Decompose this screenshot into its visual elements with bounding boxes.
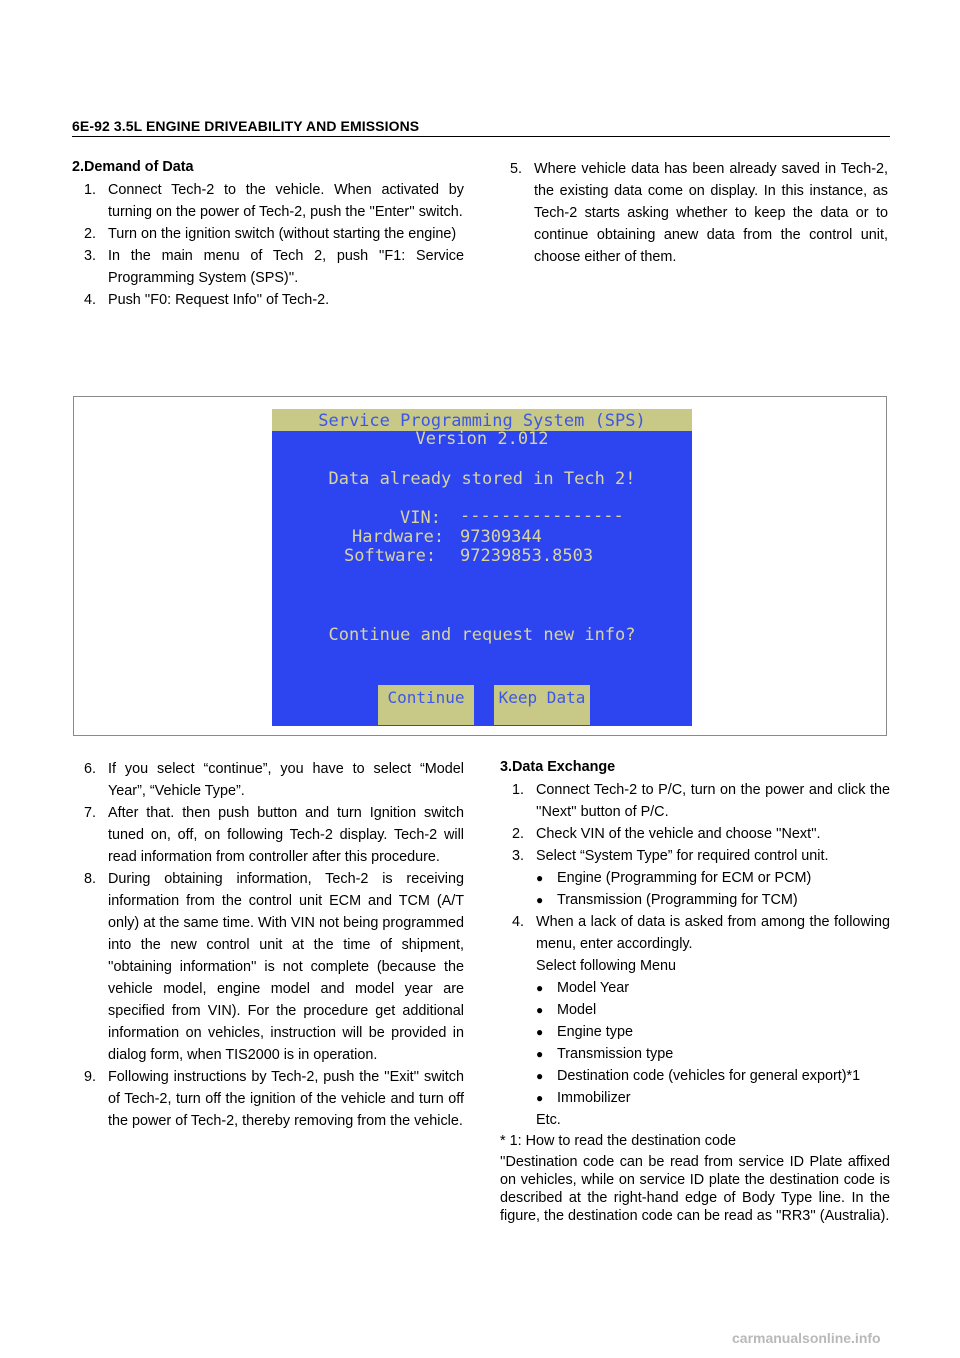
item-text: During obtaining information, Tech-2 is receiving information from the control unit ECM and TCM (A/T only) at the same time. With VIN not being programmed into the new control unit at the time of shipment, ''obtaining information'' is not complete (because the vehicle model, engine model and model year are specified from VIN). For the procedure get additional information on vehicles, instruction will be provided in dialog form, when TIS2000 is in operation. xyxy=(108,871,464,1063)
item-number: 3. xyxy=(512,848,525,864)
item-text: When a lack of data is asked from among the following menu, enter accordingly. xyxy=(536,914,890,952)
list-item xyxy=(72,802,464,868)
software-label: Software: xyxy=(344,546,437,566)
step-5-section xyxy=(510,158,888,268)
screen-version: Version 2.012 xyxy=(415,429,549,449)
bullet-item xyxy=(500,977,890,999)
bullet-dot-icon: ● xyxy=(536,893,544,907)
select-menu-label: Select following Menu xyxy=(536,958,676,974)
bullet-text: Transmission (Programming for TCM) xyxy=(557,892,798,908)
page-header: 6E-92 3.5L ENGINE DRIVEABILITY AND EMISSIONS xyxy=(72,118,890,137)
item-text: Connect Tech-2 to the vehicle. When activated by turning on the power of Tech-2, push the ''Enter'' switch. xyxy=(108,182,464,220)
footer-watermark: carmanualsonline.info xyxy=(732,1330,881,1346)
item-number: 4. xyxy=(84,292,97,308)
vin-value: ---------------- xyxy=(460,506,624,526)
item-text: Check VIN of the vehicle and choose ''Next''. xyxy=(536,826,821,842)
vin-label: VIN: xyxy=(400,508,441,528)
continue-button[interactable]: Continue xyxy=(378,685,474,725)
section-title-demand: 2.Demand of Data xyxy=(72,159,194,175)
screen-question: Continue and request new info? xyxy=(328,625,636,645)
screen-title: Service Programming System (SPS) xyxy=(272,409,692,431)
list-item xyxy=(72,1066,464,1132)
item-number: 1. xyxy=(84,182,97,198)
bullet-item xyxy=(500,1043,890,1065)
keep-data-button[interactable]: Keep Data xyxy=(494,685,590,725)
item-text: Following instructions by Tech-2, push the ''Exit'' switch of Tech-2, turn off the ignition of the vehicle and turn off the power of Tech-2, thereby removing from the vehicle. xyxy=(108,1069,464,1129)
bullet-item xyxy=(500,999,890,1021)
list-item xyxy=(72,758,464,802)
bullet-item xyxy=(500,867,890,889)
section-title-exchange: 3.Data Exchange xyxy=(500,759,616,775)
demand-of-data-section xyxy=(72,156,464,311)
bullet-item xyxy=(500,889,890,911)
item-text: Where vehicle data has been already saved in Tech-2, the existing data come on display. In this instance, as Tech-2 starts asking whether to keep the data or to continue obtaining anew data from the control unit, choose either of them. xyxy=(534,161,888,265)
item-number: 6. xyxy=(84,761,97,777)
bullet-item xyxy=(500,1021,890,1043)
steps-6-9-section xyxy=(72,758,464,1132)
item-text: Select “System Type” for required control unit. xyxy=(536,848,829,864)
bullet-dot-icon: ● xyxy=(536,981,544,995)
note-text: ''Destination code can be read from service ID Plate affixed on vehicles, while on service ID plate the destination code is described at the right-hand edge of Body Type line. In the figure, the destination code can be read as ''RR3'' (Australia). xyxy=(500,1154,890,1224)
list-item xyxy=(500,911,890,955)
list-item xyxy=(500,845,890,867)
list-item xyxy=(72,179,464,223)
list-item xyxy=(500,779,890,823)
item-text: After that. then push button and turn Ignition switch tuned on, off, on following Tech-2 display. Tech-2 will read information from controller after this procedure. xyxy=(108,805,464,865)
bullet-dot-icon: ● xyxy=(536,1091,544,1105)
bullet-dot-icon: ● xyxy=(536,871,544,885)
item-number: 5. xyxy=(510,161,523,177)
item-number: 3. xyxy=(84,248,97,264)
item-number: 7. xyxy=(84,805,97,821)
software-value: 97239853.8503 xyxy=(460,546,594,566)
item-number: 4. xyxy=(512,914,525,930)
list-item xyxy=(498,158,888,268)
bullet-dot-icon: ● xyxy=(536,1003,544,1017)
item-number: 8. xyxy=(84,871,97,887)
list-item xyxy=(500,823,890,845)
item-text: Push ''F0: Request Info'' of Tech-2. xyxy=(108,292,330,308)
data-exchange-section xyxy=(500,756,890,1225)
list-item xyxy=(72,223,464,245)
item-number: 2. xyxy=(512,826,525,842)
tech2-display xyxy=(272,409,692,726)
note-label: * 1: How to read the destination code xyxy=(500,1133,736,1149)
etc-label: Etc. xyxy=(536,1112,561,1128)
list-item xyxy=(72,245,464,289)
bullet-dot-icon: ● xyxy=(536,1047,544,1061)
item-text: Connect Tech-2 to P/C, turn on the power and click the ''Next'' button of P/C. xyxy=(536,782,890,820)
bullet-text: Model xyxy=(557,1002,597,1018)
bullet-text: Immobilizer xyxy=(557,1090,631,1106)
bullet-text: Transmission type xyxy=(557,1046,674,1062)
bullet-dot-icon: ● xyxy=(536,1069,544,1083)
bullet-text: Engine (Programming for ECM or PCM) xyxy=(557,870,812,886)
tech2-screen-figure xyxy=(73,396,887,736)
bullet-dot-icon: ● xyxy=(536,1025,544,1039)
bullet-text: Model Year xyxy=(557,980,630,996)
item-number: 9. xyxy=(84,1069,97,1085)
item-text: Turn on the ignition switch (without starting the engine) xyxy=(108,226,457,242)
item-number: 1. xyxy=(512,782,525,798)
list-item xyxy=(72,868,464,1066)
item-text: In the main menu of Tech 2, push ''F1: Service Programming System (SPS)''. xyxy=(108,248,464,286)
screen-stored-message: Data already stored in Tech 2! xyxy=(328,469,636,489)
item-text: If you select “continue”, you have to select “Model Year”, “Vehicle Type”. xyxy=(108,761,464,799)
item-number: 2. xyxy=(84,226,97,242)
bullet-text: Destination code (vehicles for general export)*1 xyxy=(557,1068,861,1084)
hardware-label: Hardware: xyxy=(352,527,445,547)
bullet-item xyxy=(500,1087,890,1109)
bullet-item xyxy=(500,1065,890,1087)
hardware-value: 97309344 xyxy=(460,527,542,547)
list-item xyxy=(72,289,464,311)
bullet-text: Engine type xyxy=(557,1024,634,1040)
